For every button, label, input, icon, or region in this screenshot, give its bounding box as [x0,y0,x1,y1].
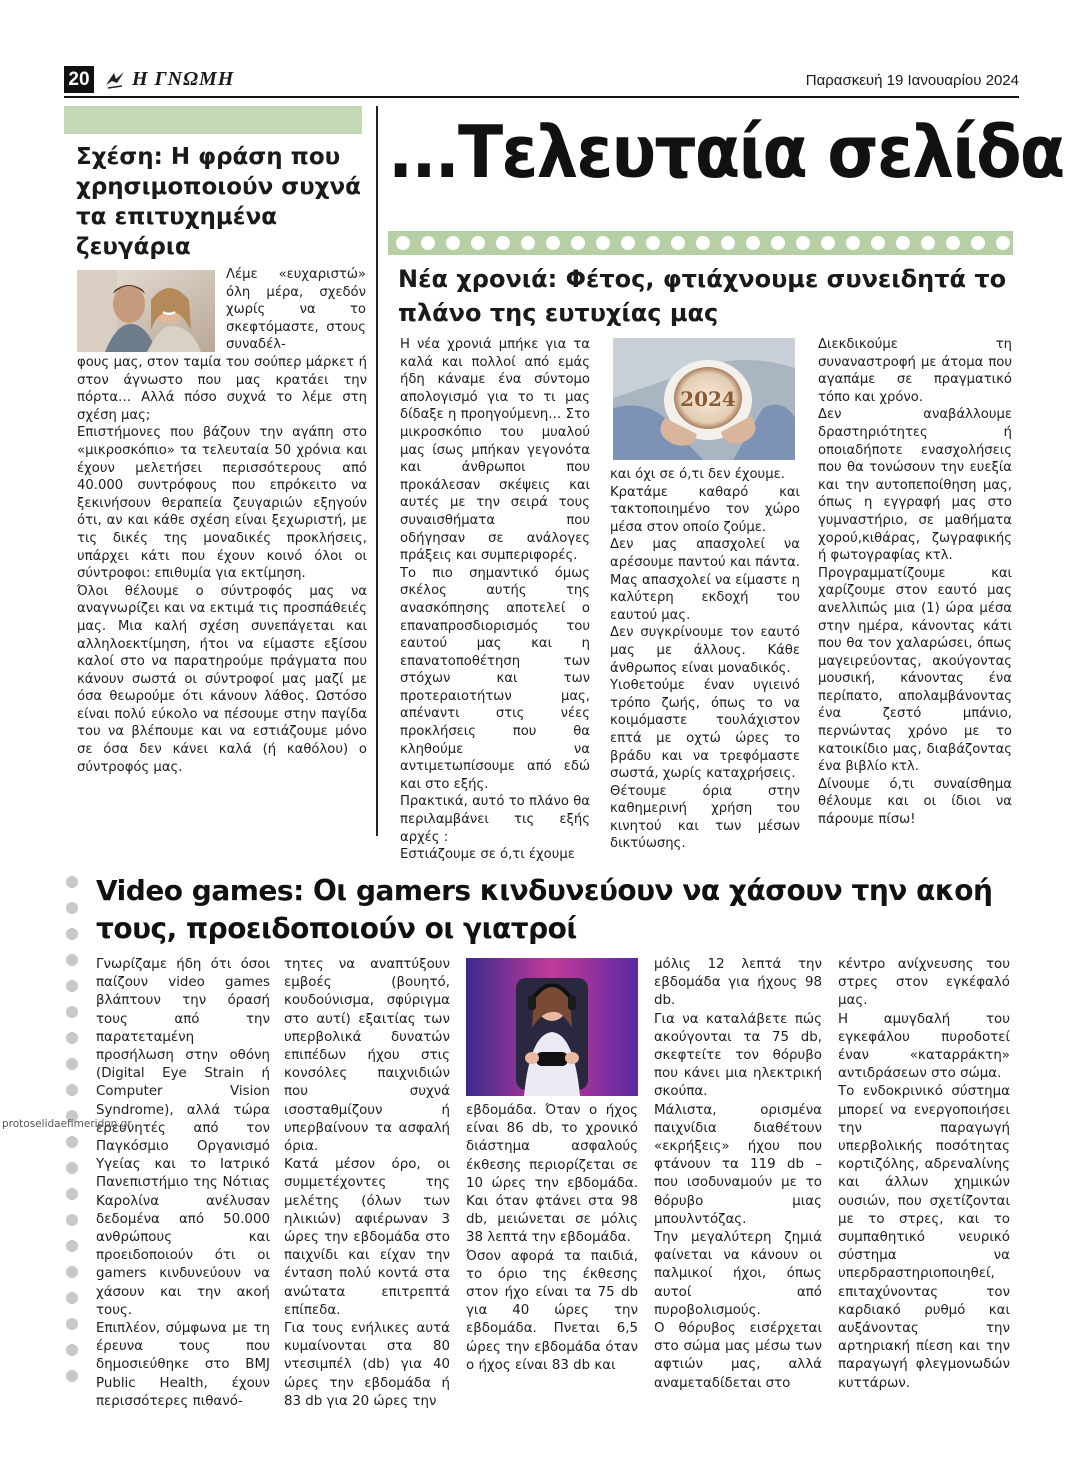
paragraph: Δίνουμε ό,τι συναίσθημα θέλουμε και οι ίδιοι να πάρουμε πίσω! [818,776,1012,828]
paragraph: Όσον αφορά τα παιδιά, το όριο της έκθεσης στον ήχο είναι τα 75 db για 40 ώρες την εβδομάδα. Πνεται 6,5 ώρες την εβδομάδα όταν ο ήχος είναι 83 db και [466,1248,638,1373]
band-dot [896,236,910,250]
paragraph: Για τους ενήλικες αυτά κυμαίνονται στα 80 ντεσιμπέλ (db) για 40 ώρες την εβδομάδα ή 83 db για 20 ώρες την [284,1321,450,1409]
band-dot [496,236,510,250]
band-dot [571,236,585,250]
band-dot [996,236,1010,250]
column-divider [376,106,378,836]
film-strip-hole [66,1344,78,1356]
paragraph: Θέτουμε όρια στην καθημερινή χρήση του κινητού και των μέσων δικτύωσης. [610,783,800,852]
film-strip-hole [66,1370,78,1382]
paragraph: φους μας, στον ταμία του σούπερ μάρκετ ή στον άγνωστο που μας κρατάει την πόρτα… Αλλά πόσο συχνά το λέμε στη σχέση μας; [77,355,367,423]
band-dot [621,236,635,250]
paragraph: Για να καταλάβετε πώς ακούγονται τα 75 db, σκεφτείτε τον θόρυβο που κάνει μια ηλεκτρική σκούπα. [654,1011,822,1100]
paragraph: Επιστήμονες που βάζουν την αγάπη στο «μικροσκόπιο» τα τελευταία 50 χρόνια και έχουν μελετήσει περισσότερους από 40.000 συντρόφους που επρόκειτο να ξεκινήσουν θεραπεία ζευγαριών εξηγούν ότι, αν και κάθε σχέση είναι ξεχωριστή, με τις δικές της μοναδικές προκλήσεις, υπάρχει κάτι που έχουν κοινό όλοι οι σύντροφοι: επιθυμία για εκτίμηση. [77,425,367,582]
paragraph: Κατά μέσον όρο, οι συμμετέχοντες της μελέτης (όλων των ηλικιών) αφιέρωναν 3 ώρες την εβδομάδα στο παιχνίδι και είχαν την ένταση πολύ κοντά στα ανώτατα επιτρεπτά επίπεδα. [284,1157,450,1318]
band-dot [421,236,435,250]
paragraph: Η αμυγδαλή του εγκεφάλου πυροδοτεί έναν «καταρράκτη» αντιδράσεων στο σώμα. [838,1011,1010,1082]
paragraph: Δεν αναβάλλουμε δραστηριότητες ή οποιαδήποτε ενασχολήσεις που θα τονώσουν την ευεξία και την αυτοπεποίθηση μας, όπως η εγγραφή μας στο γυμναστήριο, σε μαθήματα χορού,κιθάρας, ζωγραφικής ή φωτογραφίας κτλ. [818,407,1012,564]
sxesi-headline: Σχέση: Η φράση που χρησιμοποιούν συχνά τα επιτυχημένα ζευγάρια [76,144,361,260]
film-strip-hole [66,1136,78,1148]
paragraph: Η νέα χρονιά μπήκε για τα καλά και πολλοί από εμάς ήδη κάναμε ένα σύντομο απολογισμό για το τι μας δίδαξε η προηγούμενη… Στο μικροσκόπιο του μυαλού μας ίσως μπήκαν γεγονότα και άνθρωποι που προκάλεσαν σκέψεις και αυτές με την σειρά τους συναισθήματα που οδήγησαν σε ανάλογες πράξεις και συμπεριφορές. [400,337,590,564]
paragraph: Όλοι θέλουμε ο σύντροφός μας να αναγνωρίζει και να εκτιμά τις προσπάθειές μας. Μια καλή σχέση συνεπάγεται και αλληλοεκτίμηση, ήτοι να είμαστε εξίσου καλοί στο να παρατηρούμε πράγματα που κάνουν σωστά οι σύντροφοί μας μαζί με όσα θεωρούμε ότι κάνουν λάθος. Ωστόσο είναι πολύ εύκολο να πέσουμε στην παγίδα του να βλέπουμε και να εστιάζουμε μόνο σε όσα δεν κάνει καλά (ή καθόλου) ο σύντροφός μας. [77,583,367,775]
band-dot [521,236,535,250]
band-dot [446,236,460,250]
bird-logo-icon [104,69,126,91]
band-dot [646,236,660,250]
band-dot [796,236,810,250]
paragraph: Ο θόρυβος εισέρχεται στο σώμα μας μέσω των αφτιών μας, αλλά αναμεταδίδεται στο [654,1321,822,1391]
page-number: 20 [64,66,94,93]
paragraph: μόλις 12 λεπτά την εβδομάδα για ήχους 98 db. [654,957,822,1009]
new-year-column-3 [818,336,1012,829]
paragraph: Υιοθετούμε έναν υγιεινό τρόπο ζωής, όπως το να κοιμόμαστε τουλάχιστον επτά με οχτώ ώρες το βράδυ και να τρεφόμαστε σωστά, χωρίς καταχρήσεις. [610,678,800,782]
last-page-title: ...Τελευταία σελίδα [388,110,1064,194]
film-strip-hole [66,1292,78,1304]
band-dot [821,236,835,250]
band-dot [746,236,760,250]
paragraph: Δεν μας απασχολεί να αρέσουμε παντού και πάντα. Μας απασχολεί να είμαστε η καλύτερη εκδοχή του εαυτού μας. [610,537,800,623]
couple-photo-illustration [77,270,215,352]
band-dot [546,236,560,250]
coffee-cup-illustration [613,338,795,460]
band-dot [946,236,960,250]
paragraph: Μάλιστα, ορισμένα παιχνίδια διαθέτουν «εκρήξεις» ήχου που φτάνουν τα 119 db – που ισοδυναμούν με το θόρυβο μιας μπουλντόζας. [654,1102,822,1227]
film-strip-hole [66,1084,78,1096]
paragraph: Το πιο σημαντικό όμως σκέλος αυτής της ανασκόπησης αποτελεί ο επαναπροσδιορισμός του εαυτού μας και η επανατοποθέτηση των στόχων και των προτεραιοτήτων μας, απέναντι στις νέες προκλήσεις που θα κληθούμε να αντιμετωπίσουμε από εδώ και στο εξής. [400,565,590,792]
film-strip-hole [66,980,78,992]
band-dot [971,236,985,250]
logo-text: Η ΓΝΩΜΗ [132,68,235,90]
video-games-column-5 [838,956,1010,1393]
new-year-column-1 [400,336,590,864]
band-dot [671,236,685,250]
paragraph: και όχι σε ό,τι δεν έχουμε. [610,467,785,482]
header-rule [64,96,1019,98]
film-strip-hole [66,954,78,966]
paragraph: κέντρο ανίχνευσης του στρες στον εγκέφαλό μας. [838,957,1010,1009]
source-watermark: protoselidaefimeridon.gr [2,1118,132,1130]
paragraph: Διεκδικούμε τη συναναστροφή με άτομα που αγαπάμε σε πραγματικό τόπο και χρόνο. [818,337,1012,405]
film-strip-hole [66,1058,78,1070]
video-games-column-3 [466,1102,638,1375]
film-strip-hole [66,876,78,888]
coffee-cup-photo [613,338,795,460]
paragraph: Δεν συγκρίνουμε τον εαυτό μας με άλλους. Κάθε άνθρωπος είναι μοναδικός. [610,625,800,676]
issue-date: Παρασκευή 19 Ιανουαρίου 2024 [805,72,1019,89]
band-dot [871,236,885,250]
sxesi-intro-text: Λέμε «ευχαριστώ» όλη μέρα, σχεδόν χωρίς να το σκεφτόμαστε, στους συναδέλ- [226,267,366,353]
band-dot [596,236,610,250]
sxesi-body [77,354,367,776]
section-band [64,106,362,134]
band-dot [471,236,485,250]
band-dot [396,236,410,250]
band-dot [771,236,785,250]
gamer-illustration [466,958,638,1096]
gamer-photo [466,958,638,1096]
paragraph: Το ενδοκρινικό σύστημα μπορεί να ενεργοποιήσει την παραγωγή υπερβολικής ποσότητας κορτιζόλης, αδρεναλίνης και άλλων χημικών ουσιών, που σχετίζονται με το στρες, και το συμπαθητικό νευρικό σύστημα να υπερδραστηριοποιηθεί, επιταχύνοντας τον καρδιακό ρυθμό και αυξάνοντας την αρτηριακή πίεση και την παραγωγή φλεγμονωδών κυττάρων. [838,1084,1010,1391]
band-dot [696,236,710,250]
paragraph: Γνωρίζαμε ήδη ότι όσοι παίζουν video games βλάπτουν την όρασή τους από την παρατεταμένη προσήλωση στην οθόνη (Digital Eye Strain ή Computer Vision Syndrome), αλλά τώρα ερευνητές από τον Παγκόσμιο Οργανισμό Υγείας και το Ιατρικό Πανεπιστήμιο της Νότιας Καρολίνα ανέλυσαν δεδομένα από 50.000 ανθρώπους και προειδοποιούν ότι οι gamers κινδυνεύουν να χάσουν και την ακοή τους. [96,957,270,1318]
film-strip-hole [66,902,78,914]
paragraph: τητες να αναπτύξουν εμβοές (βουητό, κουδούνισμα, σφύριγμα στο αυτί) εξαιτίας των υπερβολικά δυνατών επιπέδων ήχου στις κονσόλες παιχνιδιών που συχνά ισοσταθμίζουν ή υπερβαίνουν τα ασφαλή όρια. [284,957,450,1155]
video-games-column-1 [96,956,270,1411]
paragraph: εβδομάδα. Όταν ο ήχος είναι 86 db, το χρονικό διάστημα ασφαλούς έκθεσης περιορίζεται σε 10 ώρες την εβδομάδα. Και όταν φτάνει στα 98 db, μειώνεται σε μόλις 38 λεπτά την εβδομάδα. [466,1103,638,1246]
band-dot [921,236,935,250]
film-strip-hole [66,1006,78,1018]
film-strip-hole [66,1032,78,1044]
paragraph: Προγραμματίζουμε και χαρίζουμε στον εαυτό μας ανελλιπώς μια (1) ώρα μέσα στην ημέρα, κάνοντας κάτι που θα τον χαλαρώσει, όπως μαγειρεύοντας, ακούγοντας μουσική, κάνοντας ένα περίπατο, απολαμβάνοντας ένα ζεστό μπάνιο, περνώντας χρόνο με το κατοικίδιο μας, διαβάζοντας ένα βιβλίο κτλ. [818,565,1012,775]
band-dot [846,236,860,250]
band-dot [721,236,735,250]
film-strip-hole [66,1266,78,1278]
video-games-headline: Video games: Οι gamers κινδυνεύουν να χάσουν την ακοή τους, προειδοποιούν οι γιατροί [96,874,993,945]
paragraph: Κρατάμε καθαρό και τακτοποιημένο τον χώρο μέσα στον οποίο ζούμε. [610,484,800,535]
paragraph: Εστιάζουμε σε ό,τι έχουμε [400,847,575,863]
new-year-column-2 [610,466,800,853]
dotted-band [388,231,1013,255]
film-strip-hole [66,1162,78,1174]
film-strip-hole [66,1214,78,1226]
cup-latte-text: 2024 [680,387,736,411]
couple-photo [77,270,215,352]
new-year-headline: Νέα χρονιά: Φέτος, φτιάχνουμε συνειδητά το πλάνο της ευτυχίας μας [398,265,1007,327]
film-strip-hole [66,1240,78,1252]
newspaper-logo [104,66,234,93]
film-strip-decoration [64,870,80,1390]
video-games-column-4 [654,956,822,1393]
film-strip-hole [66,1318,78,1330]
paragraph: Πρακτικά, αυτό το πλάνο θα περιλαμβάνει τις εξής αρχές : [400,794,590,845]
video-games-column-2 [284,956,450,1411]
paragraph: Επιπλέον, σύμφωνα με τη έρευνα τους που δημοσιεύθηκε στο BMJ Public Health, έχουν περισσότερες πιθανό- [96,1321,270,1409]
paragraph: Την μεγαλύτερη ζημιά φαίνεται να κάνουν οι παλμικοί ήχοι, όπως αυτοί από πυροβολισμούς. [654,1230,822,1318]
film-strip-hole [66,928,78,940]
film-strip-hole [66,1188,78,1200]
